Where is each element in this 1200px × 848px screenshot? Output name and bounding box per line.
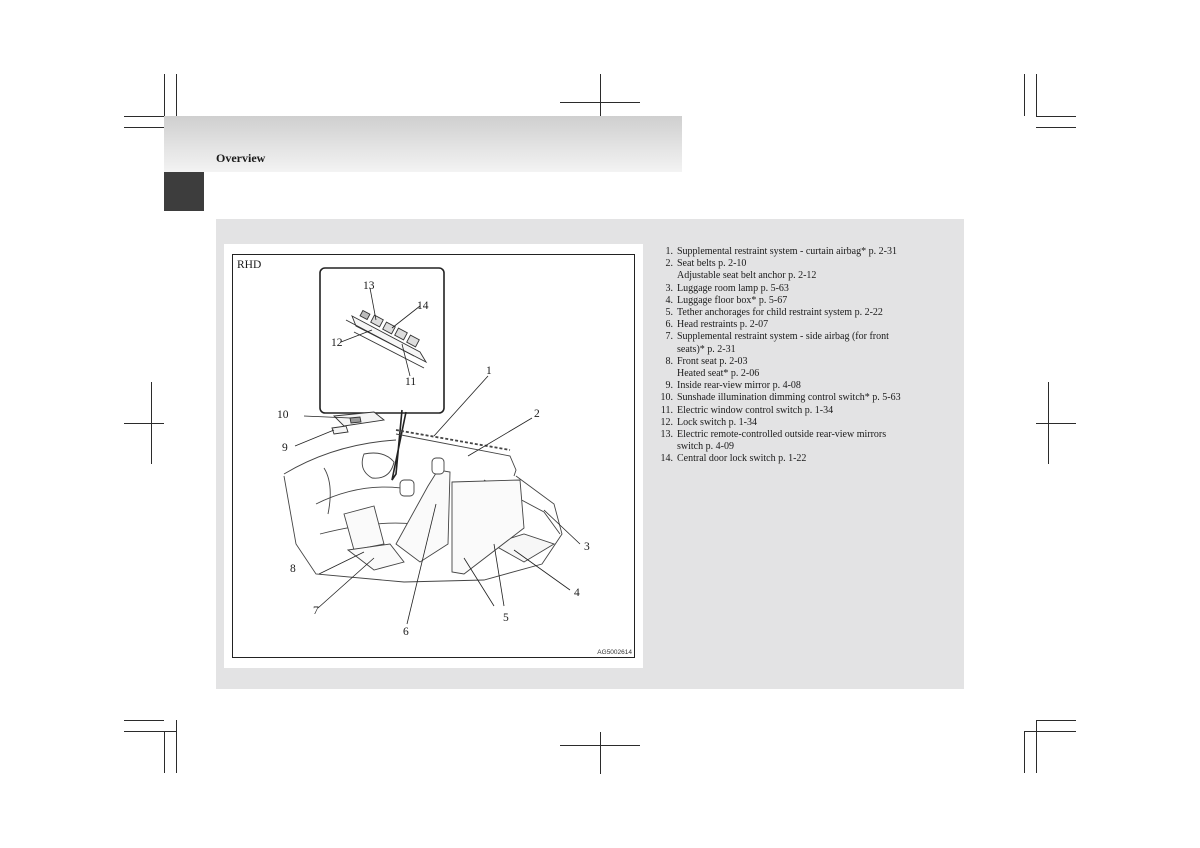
vehicle-illustration: [224, 244, 643, 668]
vehicle-interior-figure: [224, 244, 643, 668]
legend-item: 3. Luggage room lamp p. 5-63: [665, 282, 789, 294]
callout-4: 4: [574, 587, 580, 599]
callout-2: 2: [534, 408, 540, 420]
callout-12: 12: [331, 337, 343, 349]
legend-item: 13. Electric remote-controlled outside rear-view mirrors switch p. 4-09: [660, 429, 887, 453]
callout-3: 3: [584, 541, 590, 553]
legend-item: 11. Electric window control switch p. 1-34: [660, 404, 834, 416]
callout-14: 14: [417, 300, 429, 312]
callout-11: 11: [405, 376, 417, 388]
variant-label: RHD: [237, 259, 262, 271]
legend-item: 2. Seat belts p. 2-10 Adjustable seat belt anchor p. 2-12: [665, 258, 817, 282]
legend-item: 5. Tether anchorages for child restraint system p. 2-22: [665, 307, 883, 319]
callout-13: 13: [363, 280, 375, 292]
sunshade-mirror: [332, 412, 384, 434]
legend-list: [650, 246, 950, 466]
callout-9: 9: [282, 442, 288, 454]
section-title: Overview: [216, 151, 266, 165]
callout-1: 1: [486, 365, 492, 377]
legend-item: 6. Head restraints p. 2-07: [665, 319, 769, 331]
legend-item: 4. Luggage floor box* p. 5-67: [665, 294, 788, 306]
callout-5: 5: [503, 612, 509, 624]
callout-8: 8: [290, 563, 296, 575]
legend-item: 1. Supplemental restraint system - curtain airbag* p. 2-31: [665, 246, 897, 257]
legend-item: 12. Lock switch p. 1-34: [660, 416, 757, 428]
figure-code: AG5002614: [597, 649, 632, 656]
legend-item: 10. Sunshade illumination dimming control switch* p. 5-63: [660, 392, 901, 404]
chapter-tab: [164, 172, 204, 211]
legend-item: 14. Central door lock switch p. 1-22: [660, 453, 807, 465]
legend-item: 9. Inside rear-view mirror p. 4-08: [665, 380, 801, 392]
legend-item: 8. Front seat p. 2-03 Heated seat* p. 2-06: [665, 355, 760, 380]
legend-item: 7. Supplemental restraint system - side airbag (for front seats)* p. 2-31: [665, 331, 889, 355]
callout-10: 10: [277, 409, 289, 421]
callout-7: 7: [313, 605, 319, 617]
callout-6: 6: [403, 626, 409, 638]
